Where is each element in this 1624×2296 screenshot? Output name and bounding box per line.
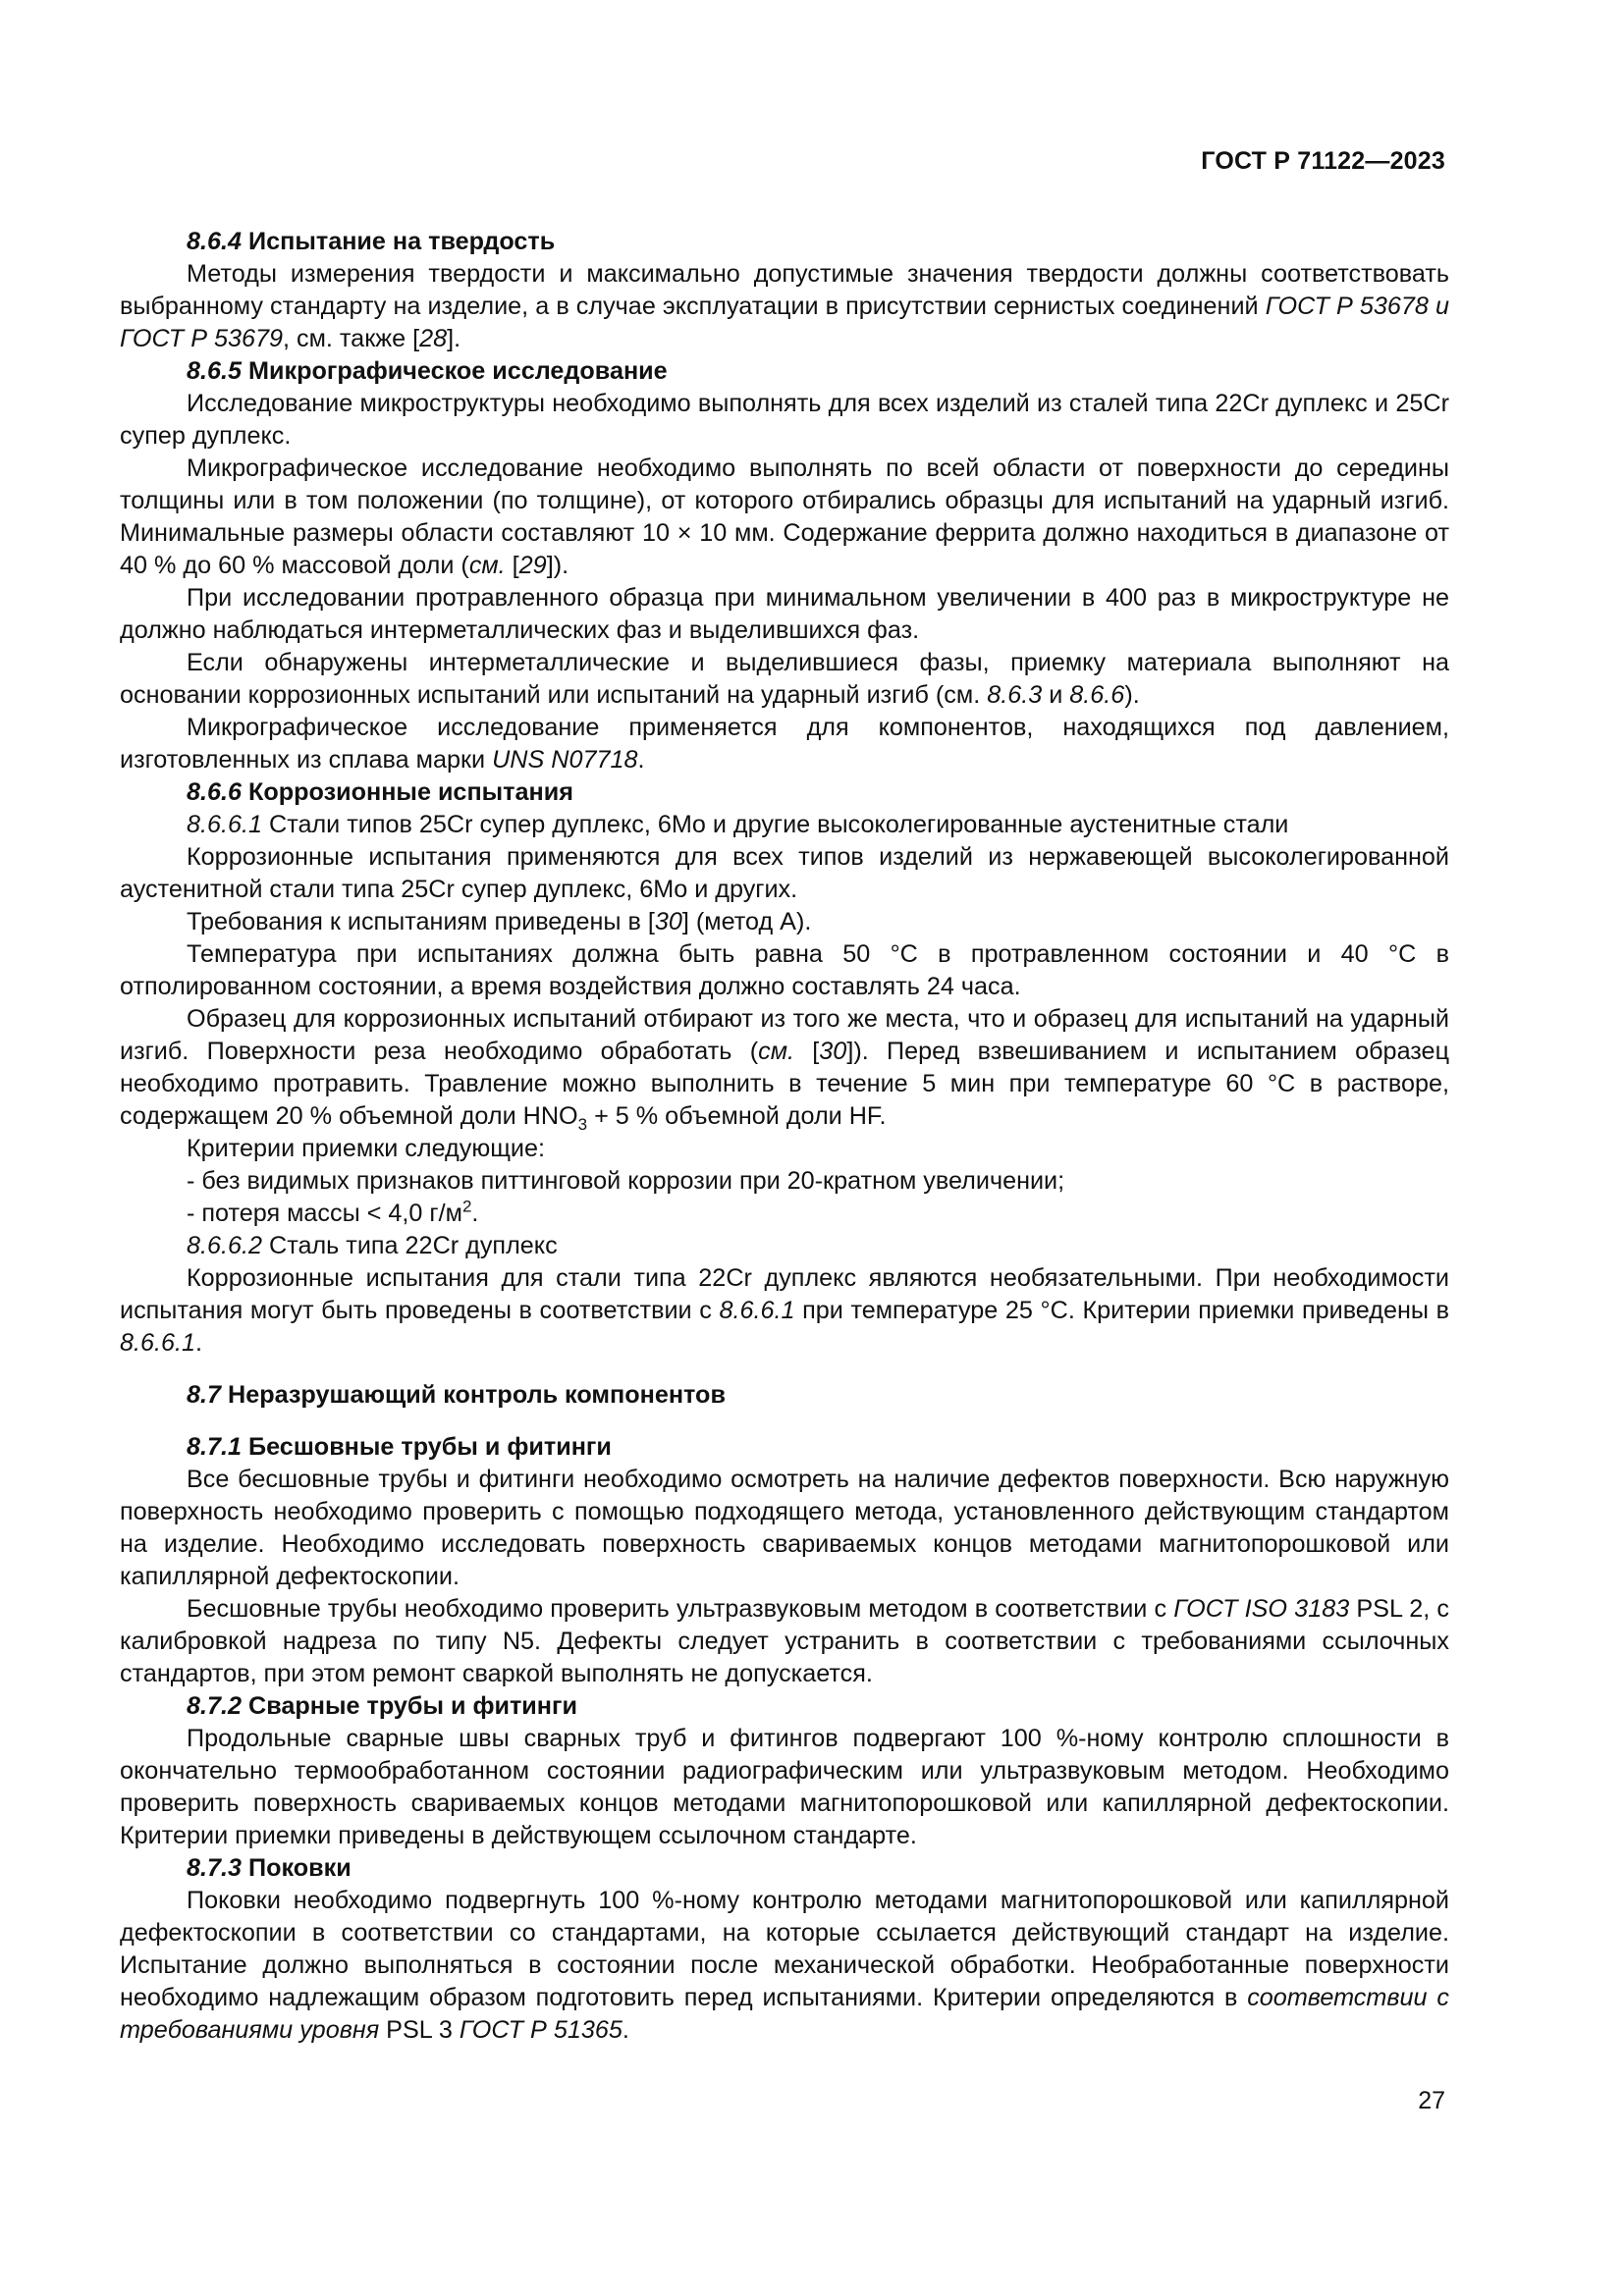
text: PSL 2, с калибровкой надреза по типу N5. Дефекты следует устранить в соответствии с требованиями ссылочных стандартов, при этом ремонт сваркой выполнять не допускается.: [120, 1595, 1449, 1687]
section-ref: 8.6.6.1: [719, 1297, 795, 1324]
text: и: [1042, 681, 1070, 709]
text-italic: см.: [468, 552, 506, 579]
section-title: Бесшовные трубы и фитинги: [248, 1433, 612, 1461]
page-content: [120, 226, 1449, 2047]
section-number: 8.6.5: [187, 357, 243, 385]
text: Коррозионные испытания для стали типа 22Cr дуплекс являются необязательными. При необходимости испытания могут быть проведены в соответствии с: [120, 1264, 1449, 1324]
text: .: [637, 746, 645, 774]
section-number: 8.7.2: [187, 1692, 243, 1720]
subsection-heading-8-6-6-1: [120, 809, 1449, 841]
text: [: [505, 552, 519, 579]
document-header: ГОСТ Р 71122—2023: [1201, 147, 1445, 175]
text: Бесшовные трубы необходимо проверить ультразвуковым методом в соответствии с: [187, 1595, 1174, 1623]
text: - потеря массы < 4,0 г/м: [187, 1200, 462, 1227]
section-heading-8-7-1: [120, 1431, 1449, 1464]
standard-ref: ГОСТ ISO 3183: [1173, 1595, 1350, 1623]
text: + 5 % объемной доли HF.: [587, 1102, 887, 1130]
paragraph: [120, 1262, 1449, 1360]
paragraph: [120, 712, 1449, 776]
text: Поковки необходимо подвергнуть 100 %-ному контролю методами магнитопорошковой или капиллярной дефектоскопии в соответствии со стандартами, на которые ссылается действующий стандарт на изделие. Испытание должно выполняться в состоянии после механической обработки. Необработанные поверхности необходимо надлежащим образом подготовить перед испытаниями. Критерии определяются в: [120, 1887, 1449, 2011]
section-title: Неразрушающий контроль компонентов: [228, 1381, 726, 1409]
standard-ref: ГОСТ Р 51365: [459, 2016, 623, 2044]
page-number: 27: [1418, 2087, 1445, 2114]
text: Если обнаружены интерметаллические и выделившиеся фазы, приемку материала выполняют на основании коррозионных испытаний или испытаний на ударный изгиб (см.: [120, 649, 1449, 709]
text-italic: соответствии с требованиями уровня: [120, 1984, 1449, 2044]
section-heading-8-7: [120, 1379, 1449, 1412]
section-title: Микрографическое исследование: [248, 357, 668, 385]
section-number: 8.6.6: [187, 778, 243, 806]
section-number: 8.7.1: [187, 1433, 243, 1461]
alloy-ref: UNS N07718: [492, 746, 638, 774]
text: Микрографическое исследование необходимо выполнять по всей области от поверхности до середины толщины или в том положении (по толщине), от которого отбирались образцы для испытаний на ударный изгиб. Минимальные размеры области составляют 10 × 10 мм. Содержание феррита должно находиться в диапазоне от 40 % до 60 % массовой доли (: [120, 454, 1449, 579]
list-item: [120, 1198, 1449, 1230]
section-number: 8.7: [187, 1381, 222, 1409]
paragraph: При исследовании протравленного образца при минимальном увеличении в 400 раз в микроструктуре не должно наблюдаться интерметаллических фаз и выделившихся фаз.: [120, 584, 1449, 644]
paragraph: [120, 1885, 1449, 2047]
section-heading-8-6-4: [120, 226, 1449, 258]
text: ).: [1124, 681, 1140, 709]
section-ref: 8.6.6: [1069, 681, 1125, 709]
section-heading-8-6-5: [120, 355, 1449, 388]
standard-ref: ГОСТ Р 53678 и ГОСТ Р 53679: [120, 293, 1449, 352]
subscript: 3: [577, 1115, 588, 1135]
text: ]). Перед взвешиванием и испытанием образец необходимо протравить. Травление можно выполнить в течение 5 мин при температуре 60 °C в растворе, содержащем 20 % объемной доли HNO: [120, 1038, 1449, 1130]
text-italic: см.: [758, 1038, 794, 1065]
text: ]).: [546, 552, 569, 579]
section-title: Сварные трубы и фитинги: [248, 1692, 577, 1720]
bibliography-ref: 30: [654, 908, 682, 935]
paragraph: [120, 647, 1449, 712]
section-heading-8-7-3: [120, 1852, 1449, 1885]
section-title: Испытание на твердость: [248, 228, 556, 255]
text: Образец для коррозионных испытаний отбирают из того же места, что и образец для испытаний на ударный изгиб. Поверхности реза необходимо обработать (: [120, 1005, 1449, 1065]
superscript: 2: [461, 1197, 472, 1216]
paragraph: [120, 453, 1449, 582]
section-number: 8.7.3: [187, 1854, 243, 1882]
section-heading-8-7-2: [120, 1690, 1449, 1723]
section-title: Поковки: [248, 1854, 352, 1882]
section-number: 8.6.4: [187, 228, 243, 255]
subsection-heading-8-6-6-2: [120, 1230, 1449, 1262]
section-ref: 8.6.6.1: [120, 1329, 196, 1357]
paragraph: [120, 906, 1449, 938]
section-ref: 8.6.3: [987, 681, 1043, 709]
subsection-number: 8.6.6.1: [187, 811, 263, 838]
paragraph: Температура при испытаниях должна быть равна 50 °C в протравленном состоянии и 40 °C в отполированном состоянии, а время воздействия должно составлять 24 часа.: [120, 940, 1449, 1000]
paragraph: Коррозионные испытания применяются для всех типов изделий из нержавеющей высоколегированной аустенитной стали типа 25Cr супер дуплекс, 6Mo и других.: [120, 843, 1449, 903]
bibliography-ref: 28: [419, 325, 448, 352]
paragraph: Критерии приемки следующие:: [187, 1135, 546, 1162]
bibliography-ref: 29: [518, 552, 547, 579]
paragraph: [120, 1003, 1449, 1133]
text: ] (метод А).: [681, 908, 812, 935]
text: .: [622, 2016, 629, 2044]
paragraph: [120, 258, 1449, 355]
list-item: - без видимых признаков питтинговой коррозии при 20-кратном увеличении;: [187, 1167, 1065, 1195]
subsection-title: Сталь типа 22Cr дуплекс: [262, 1232, 558, 1259]
section-heading-8-6-6: [120, 776, 1449, 809]
text: при температуре 25 °C. Критерии приемки приведены в: [794, 1297, 1449, 1324]
bibliography-ref: 30: [819, 1038, 847, 1065]
paragraph: Исследование микроструктуры необходимо выполнять для всех изделий из сталей типа 22Cr дуплекс и 25Cr супер дуплекс.: [120, 390, 1449, 450]
text: .: [471, 1200, 479, 1227]
subsection-number: 8.6.6.2: [187, 1232, 263, 1259]
text: Требования к испытаниям приведены в [: [187, 908, 655, 935]
text: Микрографическое исследование применяется для компонентов, находящихся под давлением, изготовленных из сплава марки: [120, 714, 1449, 774]
text: , см. также [: [283, 325, 420, 352]
text: ].: [447, 325, 461, 352]
paragraph: [120, 1593, 1449, 1690]
subsection-title: Стали типов 25Cr супер дуплекс, 6Mo и другие высоколегированные аустенитные стали: [262, 811, 1289, 838]
text: Методы измерения твердости и максимально допустимые значения твердости должны соответствовать выбранному стандарту на изделие, а в случае эксплуатации в присутствии сернистых соединений: [120, 260, 1449, 320]
text: PSL 3: [379, 2016, 460, 2044]
text: .: [195, 1329, 203, 1357]
paragraph: Все бесшовные трубы и фитинги необходимо осмотреть на наличие дефектов поверхности. Всю наружную поверхность необходимо проверить с помощью подходящего метода, установленного действующим стандартом на изделие. Необходимо исследовать поверхность свариваемых концов методами магнитопорошковой или капиллярной дефектоскопии.: [120, 1466, 1449, 1590]
text: [: [793, 1038, 820, 1065]
paragraph: Продольные сварные швы сварных труб и фитингов подвергают 100 %-ному контролю сплошности в окончательно термообработанном состоянии радиографическим или ультразвуковым методом. Необходимо проверить поверхность свариваемых концов методами магнитопорошковой или капиллярной дефектоскопии. Критерии приемки приведены в действующем ссылочном стандарте.: [120, 1725, 1449, 1849]
section-title: Коррозионные испытания: [248, 778, 573, 806]
